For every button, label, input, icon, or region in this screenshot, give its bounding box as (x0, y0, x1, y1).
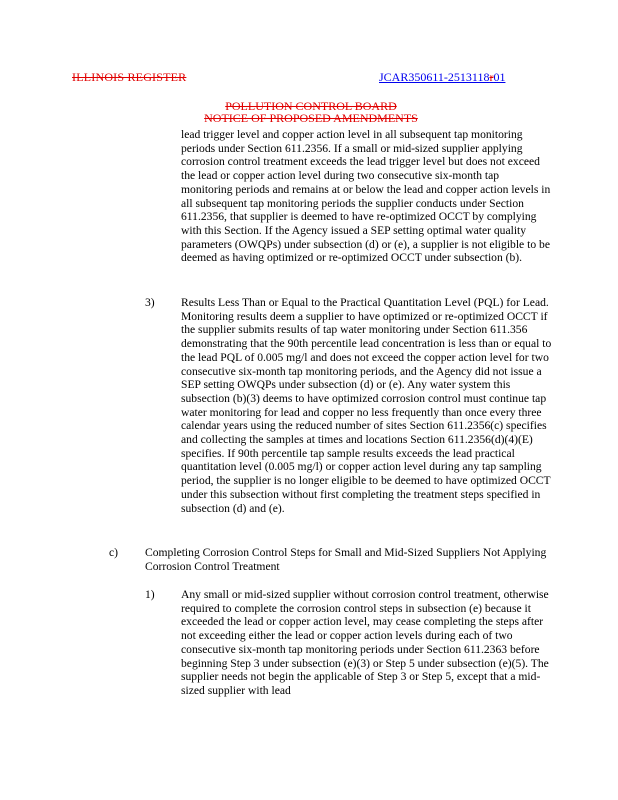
register-title: ILLINOIS REGISTER (72, 70, 187, 84)
section-c-heading: Completing Corrosion Control Steps for Small and Mid-Sized Suppliers Not Applying Corrosion Control Treatment (145, 546, 547, 573)
jcar-ref-number: JCAR350611-2513118 (379, 70, 490, 84)
item-1-paragraph: Any small or mid-sized supplier without corrosion control treatment, otherwise required to complete the corrosion control steps in subsection (e) because it exceeded the lead or copper action level, may cease completing the steps after not exceeding either the lead or copper action levels during each of two consecutive six-month tap monitoring periods under Section 611.2363 before beginning Step 3 under subsection (e)(3) or Step 5 under subsection (e)(5). The supplier needs not begin the applicable of Step 3 or Step 5, except that a mid-sized supplier with lead (181, 588, 549, 697)
section-c-number: c) (109, 546, 119, 559)
jcar-ref-deleted: r (489, 70, 494, 84)
item-3-paragraph: Results Less Than or Equal to the Practical Quantitation Level (PQL) for Lead. Monitoring results deem a supplier to have optimized or re-optimized OCCT if the supplier submits results of tap water monitoring under Section 611.356 demonstrating that the 90th percentile lead concentration is less than or equal to the lead PQL of 0.005 mg/l and does not exceed the copper action level for two consecutive six-month tap monitoring periods, and the Agency did not issue a SEP setting OWQPs under subsection (d) or (e). Any water system this subsection (b)(3) deems to have optimized corrosion control must continue tap water monitoring for lead and copper no less frequently than once every three calendar years using the reduced number of sites Section 611.2356(c) specifies and collecting the samples at times and locations Section 611.2356(d)(4)(E) specifies. If 90th percentile tap sample results exceeds the lead practical quantitation level (0.005 mg/l) or copper action level during any tap sampling period, the supplier is no longer eligible to be deemed to have optimized OCCT under this subsection without first completing the treatment steps specified in subsection (d) and (e). (181, 296, 552, 515)
item-1-number: 1) (145, 588, 155, 601)
jcar-reference (379, 70, 505, 85)
agency-name: POLLUTION CONTROL BOARD (225, 99, 397, 113)
jcar-ref-suffix: 01 (493, 70, 506, 84)
notice-title: NOTICE OF PROPOSED AMENDMENTS (204, 111, 418, 125)
continuation-paragraph: lead trigger level and copper action level in all subsequent tap monitoring periods under Section 611.2356. If a small or mid-sized supplier applying corrosion control treatment exceeds the lead trigger level but does not exceed the lead or copper action level during two consecutive six-month tap monitoring periods and remains at or below the lead and copper action levels in all subsequent tap monitoring periods the supplier conducts under Section 611.2356, that supplier is deemed to have re-optimized OCCT by complying with this Section. If the Agency issued a SEP setting optimal water quality parameters (OWQPs) under subsection (d) or (e), a supplier is not eligible to be deemed as having optimized or re-optimized OCCT under subsection (b). (181, 128, 551, 265)
item-3-number: 3) (145, 296, 155, 309)
